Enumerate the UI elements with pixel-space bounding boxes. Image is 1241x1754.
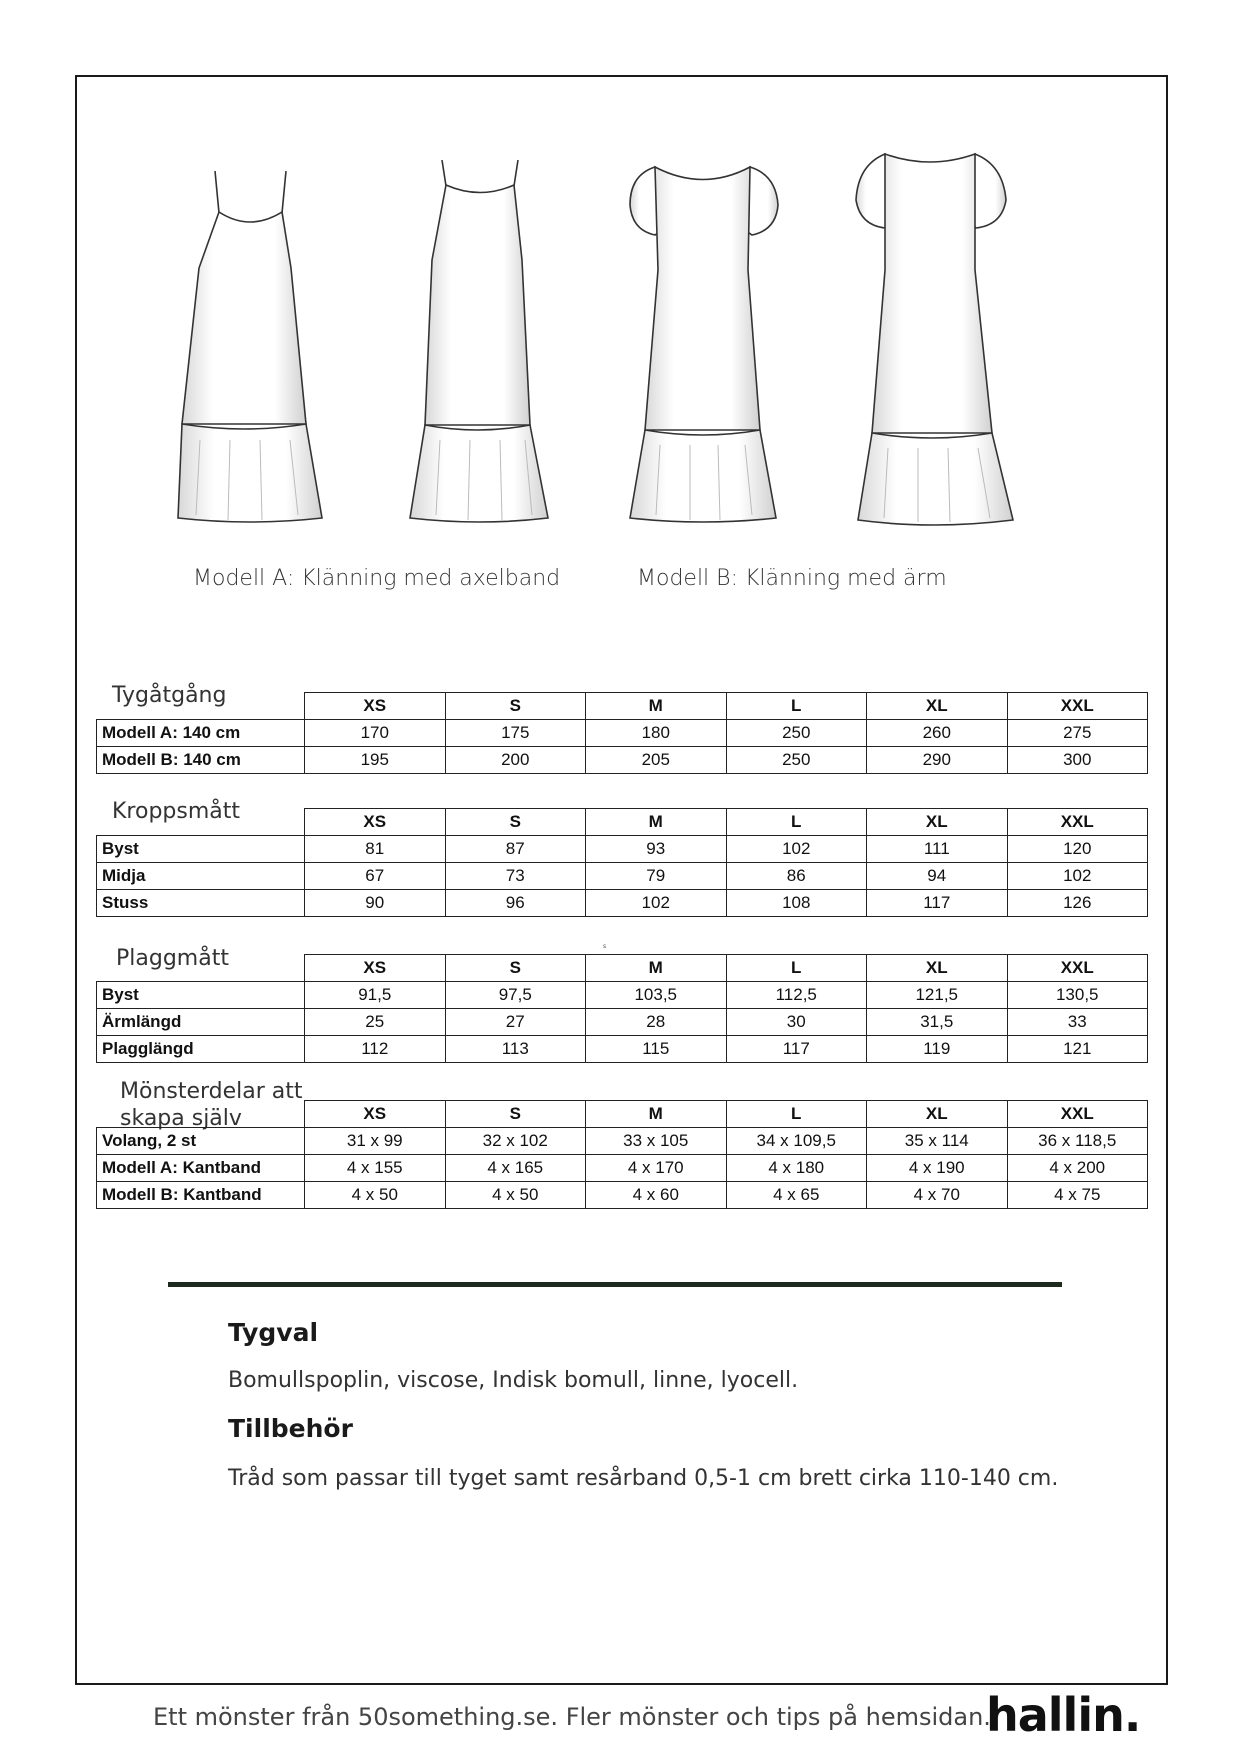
table-header-row bbox=[97, 955, 1148, 982]
table-row bbox=[97, 982, 1148, 1009]
stray-mark: s bbox=[603, 943, 607, 950]
table-cell: 126 bbox=[1007, 890, 1148, 917]
accessories-text: Tråd som passar till tyget samt resårband 0,5-1 cm brett cirka 110-140 cm. bbox=[228, 1466, 1059, 1491]
table-cell: 112 bbox=[305, 1036, 446, 1063]
table-header-row bbox=[97, 809, 1148, 836]
table-cell: 290 bbox=[867, 747, 1008, 774]
size-header: XL bbox=[867, 809, 1008, 836]
size-header: XXL bbox=[1007, 1101, 1148, 1128]
table-cell: 4 x 70 bbox=[867, 1182, 1008, 1209]
row-label: Byst bbox=[97, 836, 305, 863]
table-cell: 195 bbox=[305, 747, 446, 774]
table-cell: 31 x 99 bbox=[305, 1128, 446, 1155]
row-label: Stuss bbox=[97, 890, 305, 917]
header-blank bbox=[97, 1101, 305, 1128]
brand-logo: hallin. bbox=[986, 1688, 1141, 1742]
header-blank bbox=[97, 809, 305, 836]
dress-a-back bbox=[410, 160, 548, 522]
table-cell: 115 bbox=[586, 1036, 727, 1063]
table-cell: 81 bbox=[305, 836, 446, 863]
table-cell: 170 bbox=[305, 720, 446, 747]
size-header: M bbox=[586, 955, 727, 982]
fabric-choice-text: Bomullspoplin, viscose, Indisk bomull, linne, lyocell. bbox=[228, 1368, 799, 1393]
section-label-pieces-1: Mönsterdelar att bbox=[120, 1079, 303, 1104]
row-label: Byst bbox=[97, 982, 305, 1009]
table-cell: 275 bbox=[1007, 720, 1148, 747]
table-cell: 102 bbox=[586, 890, 727, 917]
section-label-garment: Plaggmått bbox=[116, 946, 229, 971]
size-header: S bbox=[445, 1101, 586, 1128]
table-cell: 33 bbox=[1007, 1009, 1148, 1036]
table-cell: 97,5 bbox=[445, 982, 586, 1009]
table-row bbox=[97, 747, 1148, 774]
size-header: L bbox=[726, 693, 867, 720]
size-header: L bbox=[726, 809, 867, 836]
table-cell: 4 x 65 bbox=[726, 1182, 867, 1209]
table-row bbox=[97, 836, 1148, 863]
table-cell: 4 x 50 bbox=[305, 1182, 446, 1209]
size-header: S bbox=[445, 955, 586, 982]
row-label: Ärmlängd bbox=[97, 1009, 305, 1036]
size-header: XXL bbox=[1007, 809, 1148, 836]
header-blank bbox=[97, 693, 305, 720]
table-cell: 86 bbox=[726, 863, 867, 890]
table-cell: 130,5 bbox=[1007, 982, 1148, 1009]
footer-text: Ett mönster från 50something.se. Fler mönster och tips på hemsidan. bbox=[153, 1703, 991, 1731]
table-cell: 4 x 200 bbox=[1007, 1155, 1148, 1182]
table-cell: 180 bbox=[586, 720, 727, 747]
table-cell: 250 bbox=[726, 747, 867, 774]
pattern-pieces-table bbox=[96, 1100, 1148, 1209]
body-measurements-table bbox=[96, 808, 1148, 917]
table-cell: 4 x 180 bbox=[726, 1155, 867, 1182]
table-cell: 4 x 170 bbox=[586, 1155, 727, 1182]
table-cell: 4 x 190 bbox=[867, 1155, 1008, 1182]
dress-a-front bbox=[178, 171, 322, 522]
table-cell: 27 bbox=[445, 1009, 586, 1036]
table-cell: 36 x 118,5 bbox=[1007, 1128, 1148, 1155]
table-cell: 96 bbox=[445, 890, 586, 917]
table-row bbox=[97, 863, 1148, 890]
table-cell: 73 bbox=[445, 863, 586, 890]
section-label-pieces-2: skapa själv bbox=[120, 1106, 242, 1131]
table-cell: 111 bbox=[867, 836, 1008, 863]
table-cell: 112,5 bbox=[726, 982, 867, 1009]
size-header: XS bbox=[305, 1101, 446, 1128]
fabric-choice-heading: Tygval bbox=[228, 1318, 319, 1347]
table-cell: 34 x 109,5 bbox=[726, 1128, 867, 1155]
size-header: XL bbox=[867, 955, 1008, 982]
table-header-row bbox=[97, 693, 1148, 720]
table-row bbox=[97, 1128, 1148, 1155]
table-cell: 31,5 bbox=[867, 1009, 1008, 1036]
dress-b-back bbox=[856, 154, 1013, 525]
size-header: XS bbox=[305, 809, 446, 836]
table-cell: 93 bbox=[586, 836, 727, 863]
row-label: Modell A: 140 cm bbox=[97, 720, 305, 747]
accessories-heading: Tillbehör bbox=[228, 1414, 353, 1443]
table-cell: 4 x 75 bbox=[1007, 1182, 1148, 1209]
table-cell: 30 bbox=[726, 1009, 867, 1036]
size-header: M bbox=[586, 809, 727, 836]
table-cell: 87 bbox=[445, 836, 586, 863]
table-cell: 260 bbox=[867, 720, 1008, 747]
table-row bbox=[97, 1009, 1148, 1036]
table-row bbox=[97, 720, 1148, 747]
size-header: XXL bbox=[1007, 693, 1148, 720]
table-cell: 113 bbox=[445, 1036, 586, 1063]
section-label-fabric: Tygåtgång bbox=[112, 683, 227, 708]
row-label: Modell B: Kantband bbox=[97, 1182, 305, 1209]
table-cell: 250 bbox=[726, 720, 867, 747]
table-cell: 90 bbox=[305, 890, 446, 917]
caption-model-a: Modell A: Klänning med axelband bbox=[193, 566, 561, 591]
table-cell: 28 bbox=[586, 1009, 727, 1036]
table-cell: 102 bbox=[1007, 863, 1148, 890]
row-label: Modell A: Kantband bbox=[97, 1155, 305, 1182]
table-cell: 119 bbox=[867, 1036, 1008, 1063]
table-row bbox=[97, 1182, 1148, 1209]
garment-measurements-table bbox=[96, 954, 1148, 1063]
table-cell: 205 bbox=[586, 747, 727, 774]
table-cell: 175 bbox=[445, 720, 586, 747]
row-label: Volang, 2 st bbox=[97, 1128, 305, 1155]
section-divider bbox=[168, 1282, 1062, 1287]
size-header: S bbox=[445, 693, 586, 720]
table-cell: 25 bbox=[305, 1009, 446, 1036]
table-cell: 300 bbox=[1007, 747, 1148, 774]
dress-illustrations bbox=[0, 0, 1241, 560]
size-header: L bbox=[726, 955, 867, 982]
table-cell: 200 bbox=[445, 747, 586, 774]
dress-b-front bbox=[630, 167, 778, 522]
header-blank bbox=[97, 955, 305, 982]
table-cell: 4 x 165 bbox=[445, 1155, 586, 1182]
size-header: XL bbox=[867, 1101, 1008, 1128]
size-header: XL bbox=[867, 693, 1008, 720]
size-header: S bbox=[445, 809, 586, 836]
table-cell: 120 bbox=[1007, 836, 1148, 863]
caption-model-b: Modell B: Klänning med ärm bbox=[637, 566, 947, 591]
table-cell: 4 x 60 bbox=[586, 1182, 727, 1209]
row-label: Midja bbox=[97, 863, 305, 890]
size-header: L bbox=[726, 1101, 867, 1128]
table-cell: 102 bbox=[726, 836, 867, 863]
table-cell: 67 bbox=[305, 863, 446, 890]
table-cell: 79 bbox=[586, 863, 727, 890]
size-header: M bbox=[586, 693, 727, 720]
size-header: XS bbox=[305, 955, 446, 982]
table-cell: 108 bbox=[726, 890, 867, 917]
table-cell: 103,5 bbox=[586, 982, 727, 1009]
table-header-row bbox=[97, 1101, 1148, 1128]
table-cell: 4 x 50 bbox=[445, 1182, 586, 1209]
table-row bbox=[97, 1155, 1148, 1182]
table-cell: 4 x 155 bbox=[305, 1155, 446, 1182]
row-label: Modell B: 140 cm bbox=[97, 747, 305, 774]
size-header: XS bbox=[305, 693, 446, 720]
table-cell: 91,5 bbox=[305, 982, 446, 1009]
table-row bbox=[97, 890, 1148, 917]
table-cell: 94 bbox=[867, 863, 1008, 890]
table-cell: 117 bbox=[726, 1036, 867, 1063]
table-row bbox=[97, 1036, 1148, 1063]
size-header: M bbox=[586, 1101, 727, 1128]
table-cell: 121,5 bbox=[867, 982, 1008, 1009]
table-cell: 117 bbox=[867, 890, 1008, 917]
table-cell: 121 bbox=[1007, 1036, 1148, 1063]
table-cell: 33 x 105 bbox=[586, 1128, 727, 1155]
size-header: XXL bbox=[1007, 955, 1148, 982]
table-cell: 32 x 102 bbox=[445, 1128, 586, 1155]
fabric-table bbox=[96, 692, 1148, 774]
table-cell: 35 x 114 bbox=[867, 1128, 1008, 1155]
row-label: Plagglängd bbox=[97, 1036, 305, 1063]
section-label-body: Kroppsmått bbox=[112, 799, 241, 824]
